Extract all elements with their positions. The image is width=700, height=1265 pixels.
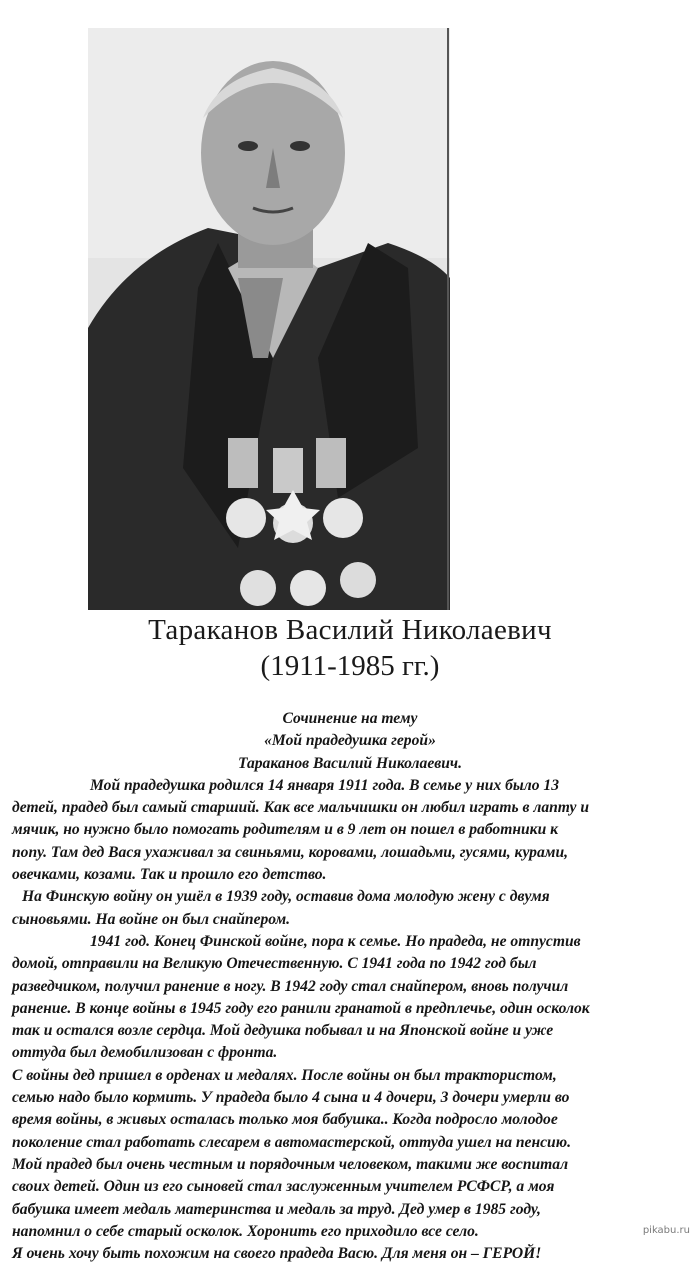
essay-line: детей, прадед был самый старший. Как все мальчишки он любил играть в лапту и — [12, 799, 590, 817]
essay-line: своих детей. Один из его сыновей стал заслуженным учителем РСФСР, а моя — [12, 1178, 555, 1196]
essay-line: оттуда был демобилизован с фронта. — [12, 1044, 278, 1062]
essay-line: ранение. В конце войны в 1945 году его ранили гранатой в предплечье, один осколок — [12, 999, 590, 1017]
essay-line: семью надо было кормить. У прадеда было 4 сына и 4 дочери, 3 дочери умерли во — [12, 1089, 570, 1107]
essay-line: Мой прадед был очень честным и порядочным человеком, такими же воспитал — [12, 1155, 569, 1173]
site-watermark: pikabu.ru — [642, 1225, 690, 1236]
essay-line: 1941 год. Конец Финской войне, пора к семье. Но прадеда, не отпустив — [90, 932, 581, 950]
portrait-image — [88, 28, 450, 610]
life-years: (1911-1985 гг.) — [260, 650, 440, 682]
photo-edge-line — [447, 28, 449, 610]
essay-line: домой, отправили на Великую Отечественную. С 1941 года по 1942 год был — [12, 955, 537, 973]
essay-line: так и остался возле сердца. Мой дедушка побывал и на Японской войне и уже — [12, 1022, 554, 1040]
essay-heading-line: Тараканов Василий Николаевич. — [238, 754, 462, 772]
essay-line: сыновьями. На войне он был снайпером. — [12, 910, 291, 928]
essay-line: попу. Там дед Вася ухаживал за свиньями, коровами, лошадьми, гусями, курами, — [12, 843, 569, 861]
essay-line: поколение стал работать слесарем в автомастерской, оттуда ушел на пенсию. — [12, 1133, 572, 1151]
person-name: Тараканов Василий Николаевич — [148, 614, 552, 646]
essay-line: напомнил о себе старый осколок. Хоронить его приходило все село. — [12, 1222, 479, 1240]
essay-heading-line: «Мой прадедушка герой» — [264, 732, 436, 750]
essay-line: разведчиком, получил ранение в ногу. В 1942 году стал снайпером, вновь получил — [12, 977, 569, 995]
essay-line: мячик, но нужно было помогать родителям и в 9 лет он пошел в работники к — [12, 821, 559, 839]
essay-line: С войны дед пришел в орденах и медалях. После войны он был трактористом, — [12, 1066, 557, 1084]
essay-text — [12, 708, 688, 1265]
essay-line: Я очень хочу быть похожим на своего прадеда Васю. Для меня он – ГЕРОЙ! — [12, 1245, 542, 1263]
essay-line: На Финскую войну он ушёл в 1939 году, оставив дома молодую жену с двумя — [22, 888, 550, 906]
portrait-photo — [88, 28, 450, 610]
essay-line: овечками, козами. Так и прошло его детство. — [12, 866, 327, 884]
essay-line: бабушка имеет медаль материнства и медаль за труд. Дед умер в 1985 году, — [12, 1200, 541, 1218]
essay-heading-line: Сочинение на тему — [282, 710, 418, 727]
essay-line: Мой прадедушка родился 14 января 1911 года. В семье у них было 13 — [90, 776, 560, 794]
essay-line: время войны, в живых осталась только моя бабушка.. Когда подросло молодое — [12, 1111, 558, 1129]
